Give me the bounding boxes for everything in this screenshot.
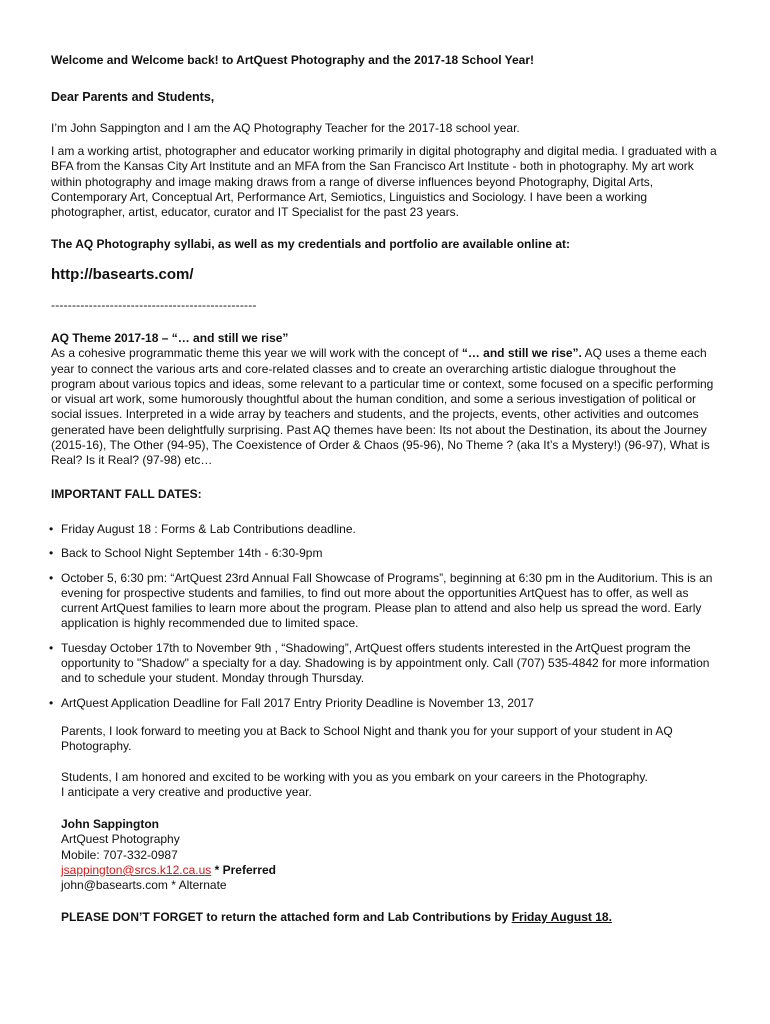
students-line-2: I anticipate a very creative and productive year.: [61, 785, 312, 800]
theme-text-after: AQ uses a theme each year to connect the various arts and core-related classes and to create an overarching artistic dialogue throughout the program about various topics and ideas, some relevant to a particular time or context, some focused on a specific performing or visual art work, some humorously thoughtful about the human condition, and some a serious investigation of political or social issues. Interpreted in a wide array by teachers and students, and the projects, events, other activities and outcomes generated have been delightfully surprising. Past AQ themes have been: Its not about the Destination, its about the Journey (2015-16), The Other (94-95), The Coexistence of Order & Chaos (95-96), No Theme ? (aka It’s a Mystery!) (96-97), What is Real? Is it Real? (97-98) etc…: [51, 346, 714, 468]
list-item: • ArtQuest Application Deadline for Fall 2017 Entry Priority Deadline is November 13, 2017: [48, 696, 728, 711]
theme-concept: “… and still we rise”.: [461, 346, 582, 361]
fall-dates-heading: IMPORTANT FALL DATES:: [51, 487, 202, 501]
preferred-note: * Preferred: [211, 862, 276, 877]
signature-mobile: Mobile: 707-332-0987: [61, 847, 178, 862]
list-item: • Tuesday October 17th to November 9th , “Shadowing”, ArtQuest offers students interested in the ArtQuest program the opportunity to "Shadow" a specialty for a day. Shadowing is by appointment only. Call (707) 535-4842 for more information and to schedule your student. Monday through Thursday.: [48, 641, 728, 687]
students-message: [61, 770, 721, 801]
signature-name: John Sappington: [61, 817, 159, 831]
parents-thanks: Parents, I look forward to meeting you at Back to School Night and thank you for your support of your student in AQ Photography.: [61, 724, 673, 754]
list-item: • October 5, 6:30 pm: “ArtQuest 23rd Annual Fall Showcase of Programs”, beginning at 6:30 pm in the Auditorium. This is an evening for prospective students and families, to find out more about the opportunities ArtQuest has to offer, as well as current ArtQuest families to learn more about the program. Please plan to attend and also help us spread the word. Early application is highly recommended due to limited space.: [48, 571, 728, 632]
syllabi-line: The AQ Photography syllabi, as well as my credentials and portfolio are available online at:: [51, 237, 571, 251]
website-url[interactable]: http://basearts.com/: [51, 266, 194, 283]
signature-program: ArtQuest Photography: [61, 832, 180, 847]
primary-email-link[interactable]: jsappington@srcs.k12.ca.us: [61, 862, 212, 877]
reminder-text: PLEASE DON’T FORGET to return the attached form and Lab Contributions by: [61, 910, 512, 924]
reminder-date: Friday August 18.: [511, 910, 612, 924]
greeting: Dear Parents and Students,: [51, 90, 215, 104]
theme-title: AQ Theme 2017-18 – “… and still we rise”: [51, 331, 289, 345]
welcome-heading: Welcome and Welcome back! to ArtQuest Photography and the 2017-18 School Year!: [51, 53, 535, 67]
signature-email-alternate: john@basearts.com * Alternate: [61, 878, 227, 893]
intro-paragraph: I’m John Sappington and I am the AQ Photography Teacher for the 2017-18 school year.: [51, 121, 520, 135]
theme-paragraph: [51, 346, 723, 468]
fall-dates-list: [48, 522, 728, 720]
students-line-1: Students, I am honored and excited to be working with you as you embark on your careers in the Photography.: [61, 770, 648, 784]
list-item: • Back to School Night September 14th - 6:30-9pm: [48, 546, 728, 561]
list-item: • Friday August 18 : Forms & Lab Contributions deadline.: [48, 522, 728, 537]
signature-block: [61, 817, 721, 893]
reminder-line: [61, 910, 721, 925]
signature-email-primary-line: [61, 863, 721, 878]
theme-text-before: As a cohesive programmatic theme this year we will work with the concept of: [51, 346, 462, 361]
bio-paragraph: I am a working artist, photographer and educator working primarily in digital photography and digital media. I graduated with a BFA from the Kansas City Art Institute and an MFA from the San Francisco Art Institute - both in photography. My art work within photography and image making draws from a range of diverse influences beyond Photography, Digital Arts, Contemporary Art, Conceptual Art, Performance Art, Semiotics, Linguistics and Sociology. I have been a working photographer, artist, educator, curator and IT Specialist for the past 23 years.: [51, 144, 717, 220]
divider-line: -------------------------------------------------: [51, 298, 257, 312]
theme-section: [51, 331, 723, 469]
